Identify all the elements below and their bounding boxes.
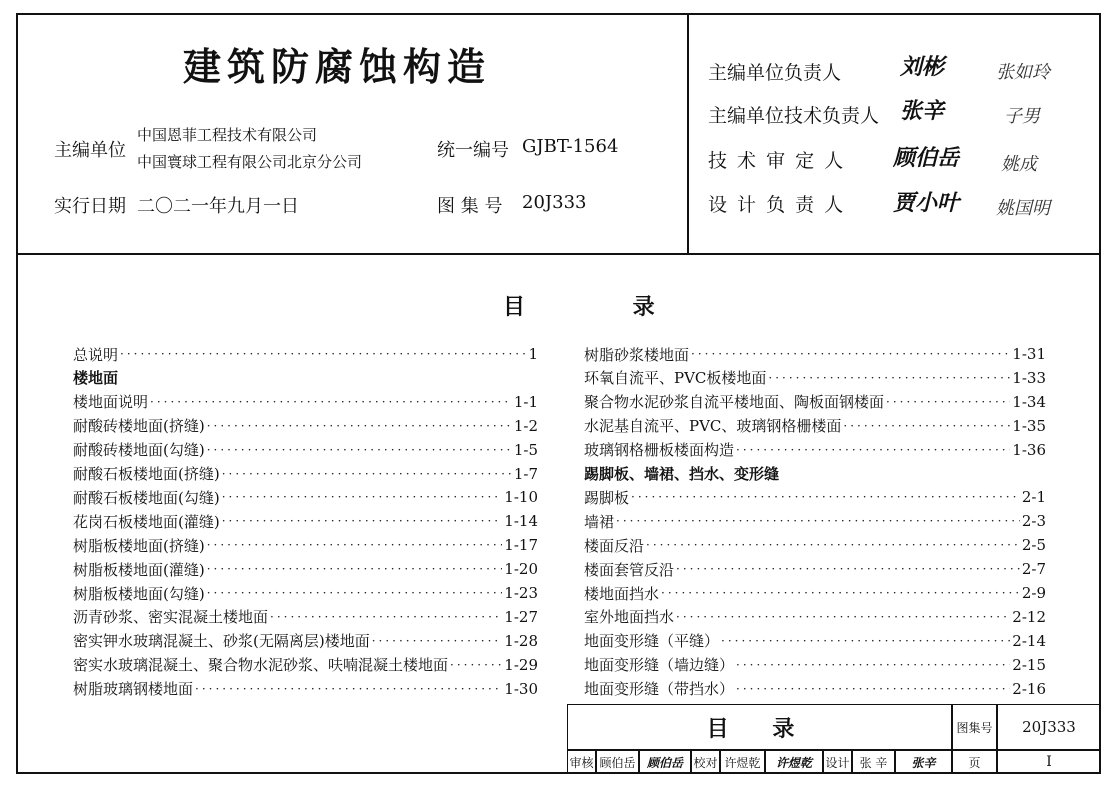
toc-leader-dots xyxy=(222,467,512,481)
atlas-title: 建筑防腐蚀构造 xyxy=(183,44,492,89)
responsible-row xyxy=(708,58,841,85)
toc-entry-title: 水泥基自流平、PVC、玻璃钢格栅楼面 xyxy=(584,417,842,436)
responsible-row xyxy=(708,101,879,128)
toc-entry-title: 总说明 xyxy=(73,345,119,364)
toc-leader-dots xyxy=(646,538,1020,552)
toc-entry-title: 楼地面挡水 xyxy=(584,584,660,603)
review-signature: 顾伯岳 xyxy=(639,750,691,774)
toc-leader-dots xyxy=(736,443,1010,457)
responsible-label: 设 计 负 责 人 xyxy=(708,194,846,216)
toc-entry-page: 1-27 xyxy=(504,607,538,626)
toc-entry xyxy=(73,439,538,461)
toc-entry-title: 耐酸石板楼地面(挤缝) xyxy=(73,465,220,483)
toc-entry-title: 地面变形缝（平缝） xyxy=(584,632,720,651)
toc-leader-dots xyxy=(676,562,1020,576)
toc-entry xyxy=(584,486,1046,508)
toc-leader-dots xyxy=(691,347,1010,361)
toc-entry xyxy=(73,558,538,580)
toc-entry xyxy=(73,343,538,365)
toc-entry-title: 环氧自流平、PVC板楼地面 xyxy=(584,369,767,388)
design-name: 张 辛 xyxy=(852,750,895,774)
toc-leader-dots xyxy=(886,395,1010,409)
toc-entry-page: 1-35 xyxy=(1012,416,1046,435)
toc-entry-page: 1-10 xyxy=(504,488,538,507)
signature: 刘彬 xyxy=(900,54,945,80)
toc-entry-page: 1-31 xyxy=(1012,345,1046,363)
header-divider xyxy=(18,253,1099,255)
toc-entry-page: 1 xyxy=(528,345,538,363)
toc-entry-title: 楼地面说明 xyxy=(73,393,149,412)
toc-leader-dots xyxy=(120,347,526,361)
toc-entry xyxy=(584,367,1046,389)
toc-entry-title: 踢脚板、墙裙、挡水、变形缝 xyxy=(584,465,780,483)
toc-entry-title: 玻璃钢格栅板楼面构造 xyxy=(584,441,735,460)
toc-entry xyxy=(73,654,538,676)
toc-entry-page: 1-30 xyxy=(504,679,538,698)
toc-entry-page: 2-3 xyxy=(1021,512,1046,531)
toc-leader-dots xyxy=(222,514,503,528)
toc-entry xyxy=(73,486,538,508)
toc-entry xyxy=(73,606,538,628)
name-signature: 张如玲 xyxy=(996,62,1050,83)
toc-entry-page: 2-7 xyxy=(1021,560,1046,579)
editor-unit-line1: 中国恩菲工程技术有限公司 xyxy=(137,126,318,144)
toc-entry xyxy=(584,510,1046,532)
toc-leader-dots xyxy=(721,634,1010,648)
toc-entry xyxy=(584,415,1046,437)
toc-entry xyxy=(584,654,1046,676)
toc-entry-title: 地面变形缝（墙边缝） xyxy=(584,656,735,675)
toc-entry-page: 2-5 xyxy=(1021,536,1046,555)
toc-entry xyxy=(584,391,1046,413)
name-signature: 姚成 xyxy=(1001,154,1037,175)
toc-leader-dots xyxy=(195,682,502,696)
toc-entry-page: 2-9 xyxy=(1021,584,1046,602)
design-label: 设计 xyxy=(823,750,852,774)
effective-date: 二〇二一年九月一日 xyxy=(137,196,299,217)
toc-entry xyxy=(73,510,538,532)
toc-entry-title: 树脂板楼地面(挤缝) xyxy=(73,536,205,555)
toc-leader-dots xyxy=(843,419,1010,433)
toc-leader-dots xyxy=(207,586,503,600)
toc-title: 目 录 xyxy=(503,294,705,320)
toc-leader-dots xyxy=(270,610,502,624)
toc-entry-page: 1-17 xyxy=(504,536,538,555)
toc-entry-title: 花岗石板楼地面(灌缝) xyxy=(73,512,220,531)
toc-section-heading xyxy=(73,367,538,389)
toc-entry xyxy=(73,582,538,604)
toc-entry-page: 1-23 xyxy=(504,584,538,602)
signature: 贾小叶 xyxy=(893,190,960,216)
atlas-no: 20J333 xyxy=(522,192,587,213)
toc-entry-title: 耐酸砖楼地面(挤缝) xyxy=(73,417,205,436)
toc-entry-page: 1-20 xyxy=(504,560,538,579)
review-label: 审核 xyxy=(567,750,596,774)
responsible-label: 主编单位技术负责人 xyxy=(708,105,880,127)
toc-entry xyxy=(73,415,538,437)
toc-entry-title: 耐酸石板楼地面(勾缝) xyxy=(73,488,220,507)
toc-leader-dots xyxy=(207,443,512,457)
toc-leader-dots xyxy=(207,419,512,433)
signature: 顾伯岳 xyxy=(893,145,960,171)
signature: 张辛 xyxy=(900,98,945,124)
toc-leader-dots xyxy=(222,490,503,504)
review-name: 顾伯岳 xyxy=(596,750,639,774)
toc-leader-dots xyxy=(631,490,1020,504)
title-block xyxy=(567,704,1101,774)
toc-leader-dots xyxy=(150,395,512,409)
responsible-row xyxy=(708,146,845,173)
toc-leader-dots xyxy=(372,634,503,648)
toc-leader-dots xyxy=(736,682,1010,696)
editor-unit-label: 主编单位 xyxy=(54,140,126,161)
toc-entry-page: 2-12 xyxy=(1012,607,1046,626)
unified-no: GJBT-1564 xyxy=(522,136,619,157)
header-vertical-divider xyxy=(687,15,689,253)
toc-entry-title: 楼面反沿 xyxy=(584,536,645,555)
toc-entry xyxy=(584,558,1046,580)
design-signature: 张辛 xyxy=(895,750,952,774)
toc-entry-title: 地面变形缝（带挡水） xyxy=(584,680,735,699)
toc-entry-page: 2-16 xyxy=(1012,679,1046,698)
title-block-name: 目 录 xyxy=(567,704,952,750)
toc-entry xyxy=(73,678,538,700)
toc-entry-page: 2-15 xyxy=(1012,655,1046,674)
responsible-row xyxy=(708,190,845,217)
toc-leader-dots xyxy=(450,658,502,672)
toc-entry xyxy=(584,606,1046,628)
toc-entry-title: 耐酸砖楼地面(勾缝) xyxy=(73,441,205,460)
toc-entry-page: 1-29 xyxy=(504,655,538,674)
page-no: I xyxy=(997,750,1101,774)
check-label: 校对 xyxy=(691,750,720,774)
toc-entry-page: 1-36 xyxy=(1012,440,1046,459)
effective-date-label: 实行日期 xyxy=(54,196,126,217)
toc-entry-title: 踢脚板 xyxy=(584,488,630,507)
name-signature: 姚国明 xyxy=(996,198,1050,219)
toc-section-heading xyxy=(584,463,1046,485)
unified-no-label: 统一编号 xyxy=(437,140,509,161)
toc-entry xyxy=(73,391,538,413)
toc-leader-dots xyxy=(676,610,1010,624)
toc-entry-title: 密实水玻璃混凝土、聚合物水泥砂浆、呋喃混凝土楼地面 xyxy=(73,656,449,675)
toc-entry-page: 2-14 xyxy=(1012,631,1046,650)
toc-entry-page: 1-5 xyxy=(513,440,538,459)
title-block-atlas-no: 20J333 xyxy=(997,704,1101,750)
toc-leader-dots xyxy=(207,562,503,576)
editor-unit-line2: 中国寰球工程有限公司北京分公司 xyxy=(137,153,363,171)
toc-entry xyxy=(73,534,538,556)
toc-entry-page: 1-28 xyxy=(504,631,538,650)
toc-entry-title: 树脂砂浆楼地面 xyxy=(584,345,690,364)
toc-entry-title: 树脂板楼地面(灌缝) xyxy=(73,560,205,579)
toc-entry xyxy=(584,678,1046,700)
toc-entry-page: 1-7 xyxy=(513,464,538,483)
toc-entry-title: 室外地面挡水 xyxy=(584,608,675,627)
toc-entry-title: 树脂板楼地面(勾缝) xyxy=(73,584,205,603)
toc-entry-title: 楼面套管反沿 xyxy=(584,560,675,579)
toc-entry xyxy=(584,439,1046,461)
toc-leader-dots xyxy=(207,538,503,552)
toc-entry-page: 1-14 xyxy=(504,512,538,531)
page-label: 页 xyxy=(952,750,997,774)
toc-entry-page: 1-33 xyxy=(1012,368,1046,387)
atlas-no-label: 图 集 号 xyxy=(437,196,503,217)
toc-leader-dots xyxy=(616,514,1020,528)
toc-entry xyxy=(73,630,538,652)
toc-entry-title: 墙裙 xyxy=(584,512,615,531)
toc-entry xyxy=(584,630,1046,652)
toc-entry-page: 2-1 xyxy=(1021,488,1046,507)
title-block-atlas-label: 图集号 xyxy=(952,704,997,750)
toc-entry-page: 1-34 xyxy=(1012,392,1046,411)
name-signature: 子男 xyxy=(1004,106,1040,127)
toc-entry-page: 1-2 xyxy=(513,416,538,435)
toc-entry-page: 1-1 xyxy=(513,392,538,411)
toc-entry-title: 密实钾水玻璃混凝土、砂浆(无隔离层)楼地面 xyxy=(73,632,370,651)
toc-entry xyxy=(73,463,538,485)
toc-leader-dots xyxy=(661,586,1020,600)
toc-entry-title: 树脂玻璃钢楼地面 xyxy=(73,680,194,699)
check-signature: 许煜乾 xyxy=(765,750,823,774)
toc-entry xyxy=(584,343,1046,365)
toc-leader-dots xyxy=(768,371,1010,385)
toc-leader-dots xyxy=(736,658,1010,672)
toc-entry-title: 聚合物水泥砂浆自流平楼地面、陶板面钢楼面 xyxy=(584,393,885,412)
responsible-label: 技 术 审 定 人 xyxy=(708,150,846,172)
toc-entry-title: 沥青砂浆、密实混凝土楼地面 xyxy=(73,608,269,627)
toc-entry xyxy=(584,582,1046,604)
check-name: 许煜乾 xyxy=(720,750,765,774)
responsible-label: 主编单位负责人 xyxy=(708,62,842,84)
toc-entry-title: 楼地面 xyxy=(73,369,119,388)
toc-entry xyxy=(584,534,1046,556)
